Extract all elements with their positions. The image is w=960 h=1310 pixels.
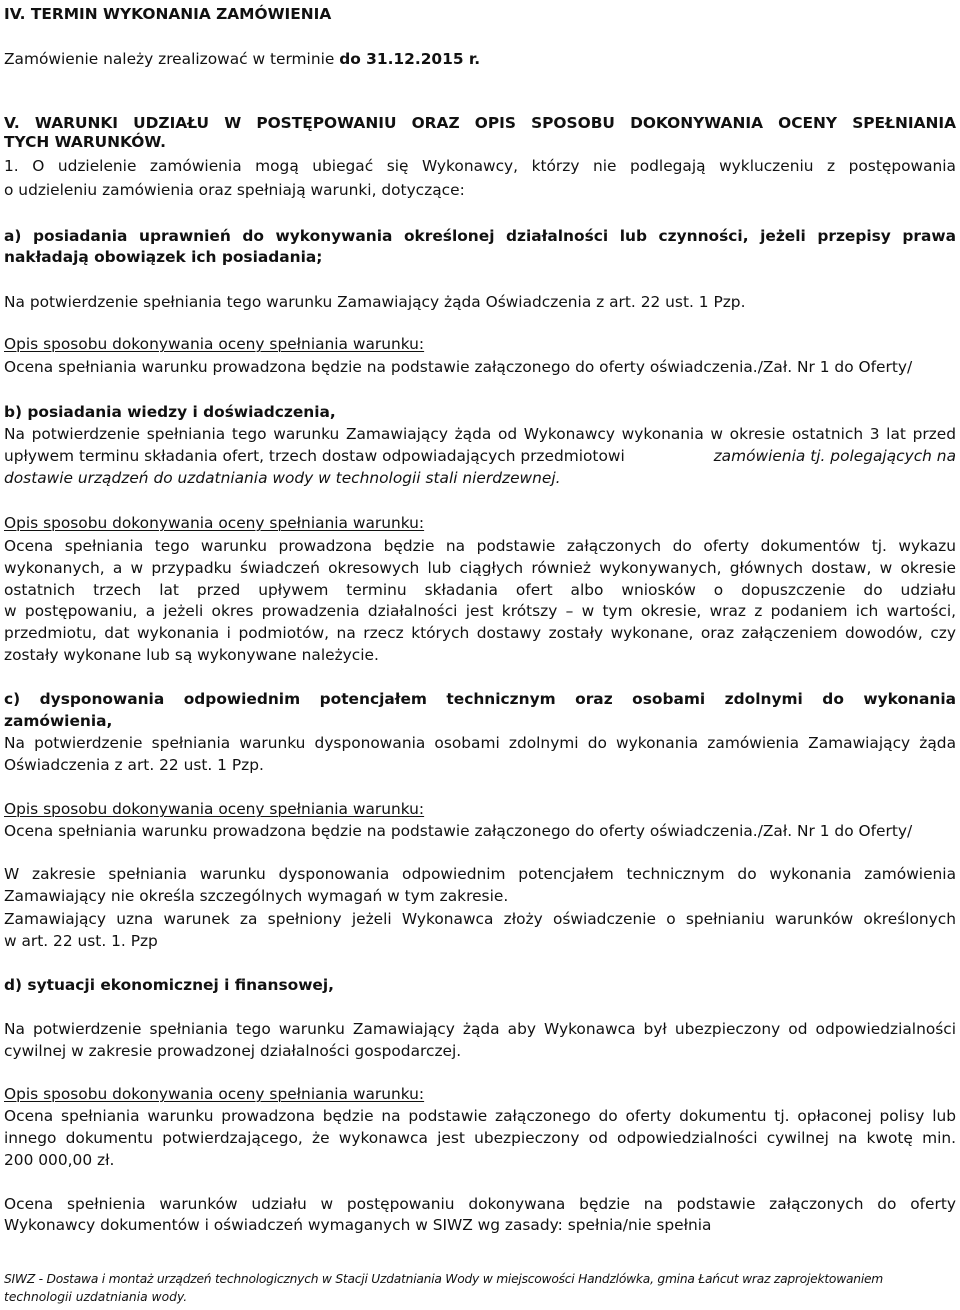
section-v-heading-line2: TYCH WARUNKÓW. (4, 133, 166, 151)
section-iv-term (4, 49, 956, 69)
term-prefix: Zamówienie należy zrealizować w terminie (4, 50, 340, 68)
section-v-heading-line1: V. WARUNKI UDZIAŁU W POSTĘPOWANIU ORAZ OPIS SPOSOBU DOKONYWANIA OCENY SPEŁNIANIA (4, 114, 956, 132)
section-v-intro-line2: o udzieleniu zamówienia oraz spełniają warunki, dotyczące: (4, 181, 465, 199)
condition-a-method-heading: Opis sposobu dokonywania oceny spełniania warunku: (4, 335, 425, 353)
summary-line1: Ocena spełnienia warunków udziału w postępowaniu dokonywana będzie na podstawie załączonych do oferty (4, 1195, 956, 1213)
condition-b-method-line4: w postępowaniu, a jeżeli okres prowadzenia działalności jest krótszy – w tym okresie, wraz z podaniem ich wartości, (4, 602, 956, 620)
condition-c-accept-line1: Zamawiający uzna warunek za spełniony jeżeli Wykonawca złoży oświadczenie o spełnianiu warunków określonych (4, 910, 956, 928)
footer-line1: SIWZ - Dostawa i montaż urządzeń technologicznych w Stacji Uzdatniania Wody w miejscowości Handzlówka, gmina Łańcut wraz zaprojektowaniem (4, 1272, 884, 1286)
term-date: do 31.12.2015 r. (339, 50, 481, 68)
condition-b-confirm-line2-italic: zamówienia tj. polegających na (713, 447, 956, 465)
condition-d-method-line3: 200 000,00 zł. (4, 1151, 115, 1169)
condition-b-confirm-line1: Na potwierdzenie spełniania tego warunku Zamawiający żąda od Wykonawcy wykonania w okresie ostatnich 3 lat przed (4, 425, 956, 443)
condition-d-method-line1: Ocena spełniania warunku prowadzona będzie na podstawie załączonego do oferty dokumentu tj. opłaconej polisy lub (4, 1107, 956, 1125)
condition-c-confirm-line1: Na potwierdzenie spełniania warunku dysponowania osobami zdolnymi do wykonania zamówienia Zamawiający żąda (4, 734, 956, 752)
condition-b-method-line6: zostały wykonane lub są wykonywane należycie. (4, 646, 379, 664)
condition-b-method-line5: przedmiotu, dat wykonania i podmiotów, na rzecz których dostawy zostały wykonane, oraz załączeniem dowodów, czy (4, 624, 956, 642)
condition-d-title: d) sytuacji ekonomicznej i finansowej, (4, 976, 334, 994)
condition-a-confirm: Na potwierdzenie spełniania tego warunku Zamawiający żąda Oświadczenia z art. 22 ust. 1 Pzp. (4, 293, 746, 311)
condition-c-accept-line2: w art. 22 ust. 1. Pzp (4, 932, 158, 950)
condition-c-method-text: Ocena spełniania warunku prowadzona będzie na podstawie załączonego do oferty oświadczenia./Zał. Nr 1 do Oferty/ (4, 822, 913, 840)
section-iv-heading: IV. TERMIN WYKONANIA ZAMÓWIENIA (4, 5, 332, 23)
condition-b-confirm-line2-text: upływem terminu składania ofert, trzech dostaw odpowiadających przedmiotowi (4, 447, 625, 465)
condition-d-method-heading: Opis sposobu dokonywania oceny spełniania warunku: (4, 1085, 425, 1103)
condition-c-confirm-line2: Oświadczenia z art. 22 ust. 1 Pzp. (4, 756, 264, 774)
condition-b-method-line2: wykonanych, a w przypadku świadczeń okresowych lub ciągłych również wykonywanych, głównych dostaw, w okresie (4, 559, 956, 577)
condition-c-tech-line2: Zamawiający nie określa szczególnych wymagań w tym zakresie. (4, 887, 509, 905)
condition-a-title-line2: nakładają obowiązek ich posiadania; (4, 248, 323, 266)
condition-b-method-line3: ostatnich trzech lat przed upływem terminu składania ofert albo wniosków o dopuszczenie do udziału (4, 581, 956, 599)
condition-a-title-line1: a) posiadania uprawnień do wykonywania określonej działalności lub czynności, jeżeli przepisy prawa (4, 227, 956, 245)
condition-b-confirm-line2 (4, 446, 956, 466)
condition-c-title-line2: zamówienia, (4, 712, 113, 730)
summary-line2: Wykonawcy dokumentów i oświadczeń wymaganych w SIWZ wg zasady: spełnia/nie spełnia (4, 1216, 712, 1234)
condition-a-method-text: Ocena spełniania warunku prowadzona będzie na podstawie załączonego do oferty oświadczenia./Zał. Nr 1 do Oferty/ (4, 358, 913, 376)
condition-b-method-heading: Opis sposobu dokonywania oceny spełniania warunku: (4, 514, 425, 532)
condition-d-method-line2: innego dokumentu potwierdzającego, że wykonawca jest ubezpieczony od odpowiedzialności cywilnej na kwotę min. (4, 1129, 956, 1147)
condition-b-confirm-line3: dostawie urządzeń do uzdatniania wody w technologii stali nierdzewnej. (4, 469, 561, 487)
condition-c-title-line1: c) dysponowania odpowiednim potencjałem technicznym oraz osobami zdolnymi do wykonania (4, 690, 956, 708)
condition-d-confirm-line2: cywilnej w zakresie prowadzonej działalności gospodarczej. (4, 1042, 462, 1060)
section-v-intro-line1: 1. O udzielenie zamówienia mogą ubiegać się Wykonawcy, którzy nie podlegają wykluczeniu z postępowania (4, 157, 956, 175)
condition-b-title: b) posiadania wiedzy i doświadczenia, (4, 403, 336, 421)
condition-b-method-line1: Ocena spełniania tego warunku prowadzona będzie na podstawie załączonych do oferty dokumentów tj. wykazu (4, 537, 956, 555)
footer-line2: technologii uzdatniania wody. (4, 1290, 188, 1304)
condition-d-confirm-line1: Na potwierdzenie spełniania tego warunku Zamawiający żąda aby Wykonawca był ubezpieczony od odpowiedzialności (4, 1020, 956, 1038)
condition-c-method-heading: Opis sposobu dokonywania oceny spełniania warunku: (4, 800, 425, 818)
condition-c-tech-line1: W zakresie spełniania warunku dysponowania odpowiednim potencjałem technicznym do wykonania zamówienia (4, 865, 956, 883)
